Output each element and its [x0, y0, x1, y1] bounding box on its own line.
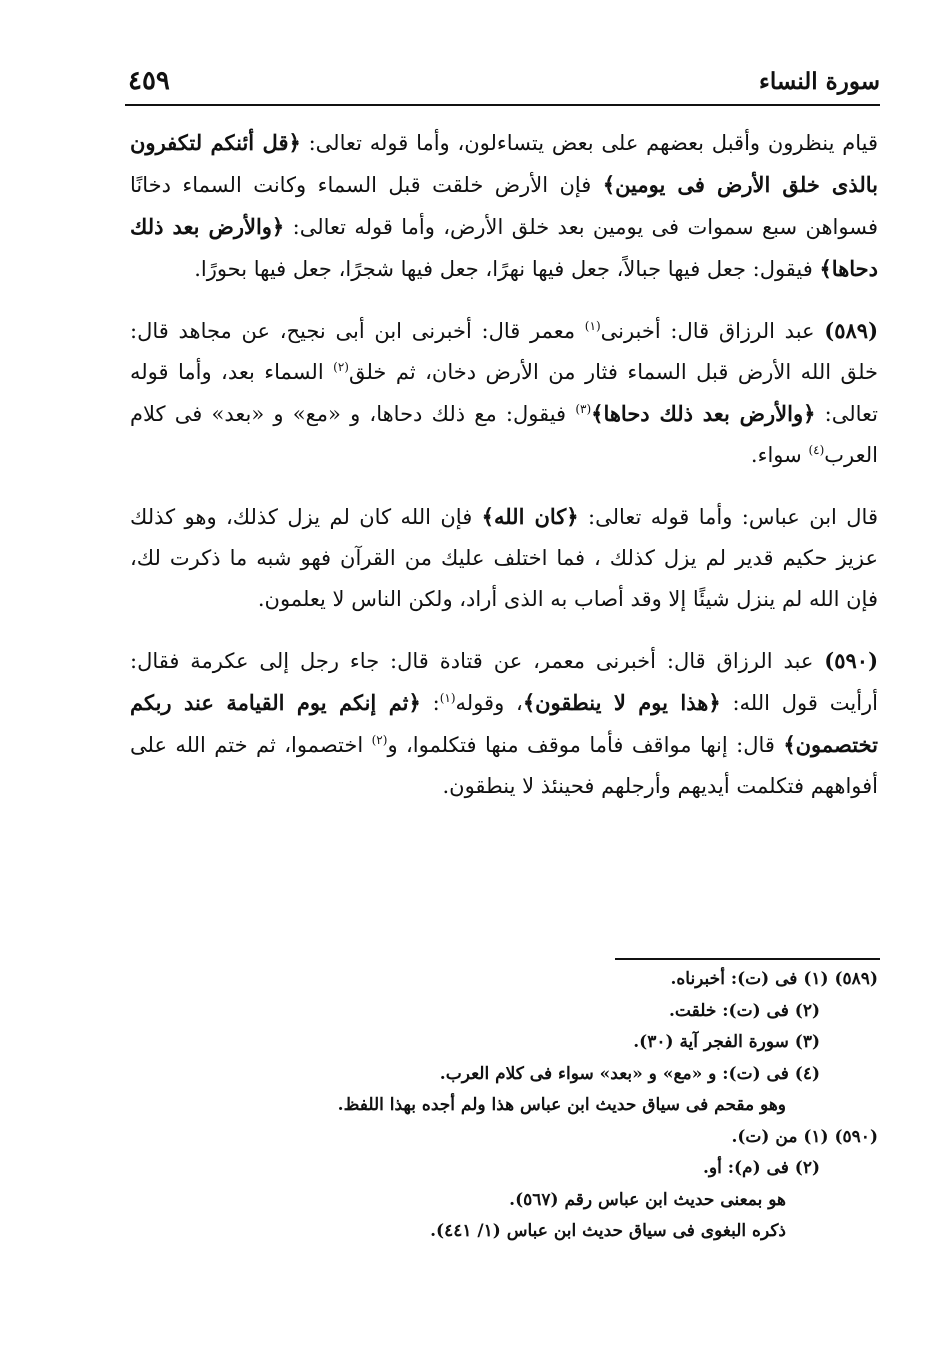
text-span: فيقول: جعل فيها جبالاً، جعل فيها نهرًا، جعل فيها شجرًا، جعل فيها بحورًا. — [194, 257, 820, 281]
footnote-line: (٥٨٩) (١) فى (ت): أخبرناه. — [670, 969, 878, 989]
hadith-number: (٥٩٠) — [824, 648, 878, 673]
text-span: عبد الرزاق قال: أخبرنى معمر، عن قتادة قال: جاء رجل إلى عكرمة فقال: أرأيت قول الله: — [130, 649, 879, 715]
quran-quote: ﴿هذا يوم لا ينطقون﴾ — [522, 690, 721, 715]
text-span: السماء بعد، وأما قوله تعالى: — [130, 360, 878, 426]
footnote-divider — [615, 958, 880, 960]
footnote-line: (٣) سورة الفجر آية (٣٠). — [633, 1032, 820, 1052]
surah-title: سورة النساء — [759, 68, 880, 95]
text-span: ، وقوله — [455, 691, 523, 715]
footnote-marker: (١) — [584, 319, 601, 333]
footnote-marker: (٢) — [371, 733, 388, 747]
text-span: عبد الرزاق قال: أخبرنى — [600, 319, 825, 343]
text-span: اختصموا، ثم ختم الله على أفواههم فتكلمت أيديهم وأرجلهم فحينئذ لا ينطقون. — [130, 733, 878, 798]
text-span: : — [420, 691, 440, 715]
quran-quote: ﴿والأرض بعد ذلك دحاها﴾ — [130, 214, 878, 281]
footnote-line: (٢) فى (ت): خلقت. — [669, 1000, 820, 1021]
footnote-marker: (٣) — [575, 402, 592, 416]
quran-quote: ﴿والأرض بعد ذلك دحاها﴾ — [591, 401, 816, 426]
paragraph — [130, 310, 878, 476]
footnotes — [200, 964, 878, 1248]
paragraph — [130, 496, 878, 620]
text-span: فيقول: مع ذلك دحاها، و «مع» و «بعد» فى كلام العرب — [130, 402, 878, 467]
header-divider — [125, 104, 880, 106]
text-span: قال ابن عباس: وأما قوله تعالى: — [578, 505, 878, 529]
footnote-marker: (٢) — [333, 360, 349, 374]
footnote-line: (٢) فى (م): أو. — [702, 1158, 820, 1178]
quran-quote: ﴿ثم إنكم يوم القيامة عند ربكم تختصمون﴾ — [130, 690, 878, 757]
text-span: فإن الله كان لم يزل كذلك، وهو كذلك عزيز حكيم قدير لم يزل كذلك ، فما اختلف عليك من القرآن فهو شبه ما ذكرت لك، فإن الله لم ينزل شيئًا إلا وقد أصاب به الذى أراد، ولكن الناس لا يعلمون. — [130, 505, 878, 611]
paragraph — [130, 122, 878, 290]
text-span: فإن الأرض خلقت قبل السماء وكانت السماء دخانًا فسواهن سبع سموات فى يومين بعد خلق الأرض، وأما قوله تعالى: — [130, 173, 878, 239]
footnote-line: ذكره البغوى فى سياق حديث ابن عباس (١/ ٤٤١). — [430, 1221, 786, 1241]
text-span: قال: إنها مواقف فأما موقف منها فتكلموا، و — [387, 733, 784, 757]
paragraph — [130, 640, 878, 807]
hadith-number: (٥٨٩) — [824, 318, 878, 343]
footnote-line: وهو مقحم فى سياق حديث ابن عباس هذا ولم أجده بهذا اللفظ. — [337, 1095, 786, 1115]
text-span: معمر قال: أخبرنى ابن أبى نجيح، عن مجاهد قال: خلق الله الأرض قبل السماء فثار من الأرض دخان، ثم خلق — [130, 319, 878, 384]
main-text — [130, 122, 878, 827]
quran-quote: ﴿قل أئنكم لتكفرون بالذى خلق الأرض فى يومين﴾ — [130, 130, 878, 197]
footnote-marker: (٤) — [808, 443, 825, 457]
footnote-marker: (١) — [439, 691, 456, 705]
page-number: ٤٥٩ — [128, 66, 170, 96]
quran-quote: ﴿كان الله﴾ — [481, 504, 579, 529]
text-span: سواء. — [750, 443, 809, 467]
footnote-line: (٥٩٠) (١) من (ت). — [731, 1126, 878, 1147]
page-header — [128, 66, 880, 104]
footnote-line: هو بمعنى حديث ابن عباس رقم (٥٦٧). — [509, 1189, 786, 1210]
footnote-line: (٤) فى (ت): و «مع» و «بعد» سواء فى كلام العرب. — [439, 1063, 820, 1084]
text-span: قيام ينظرون وأقبل بعضهم على بعض يتساءلون، وأما قوله تعالى: — [300, 131, 878, 155]
